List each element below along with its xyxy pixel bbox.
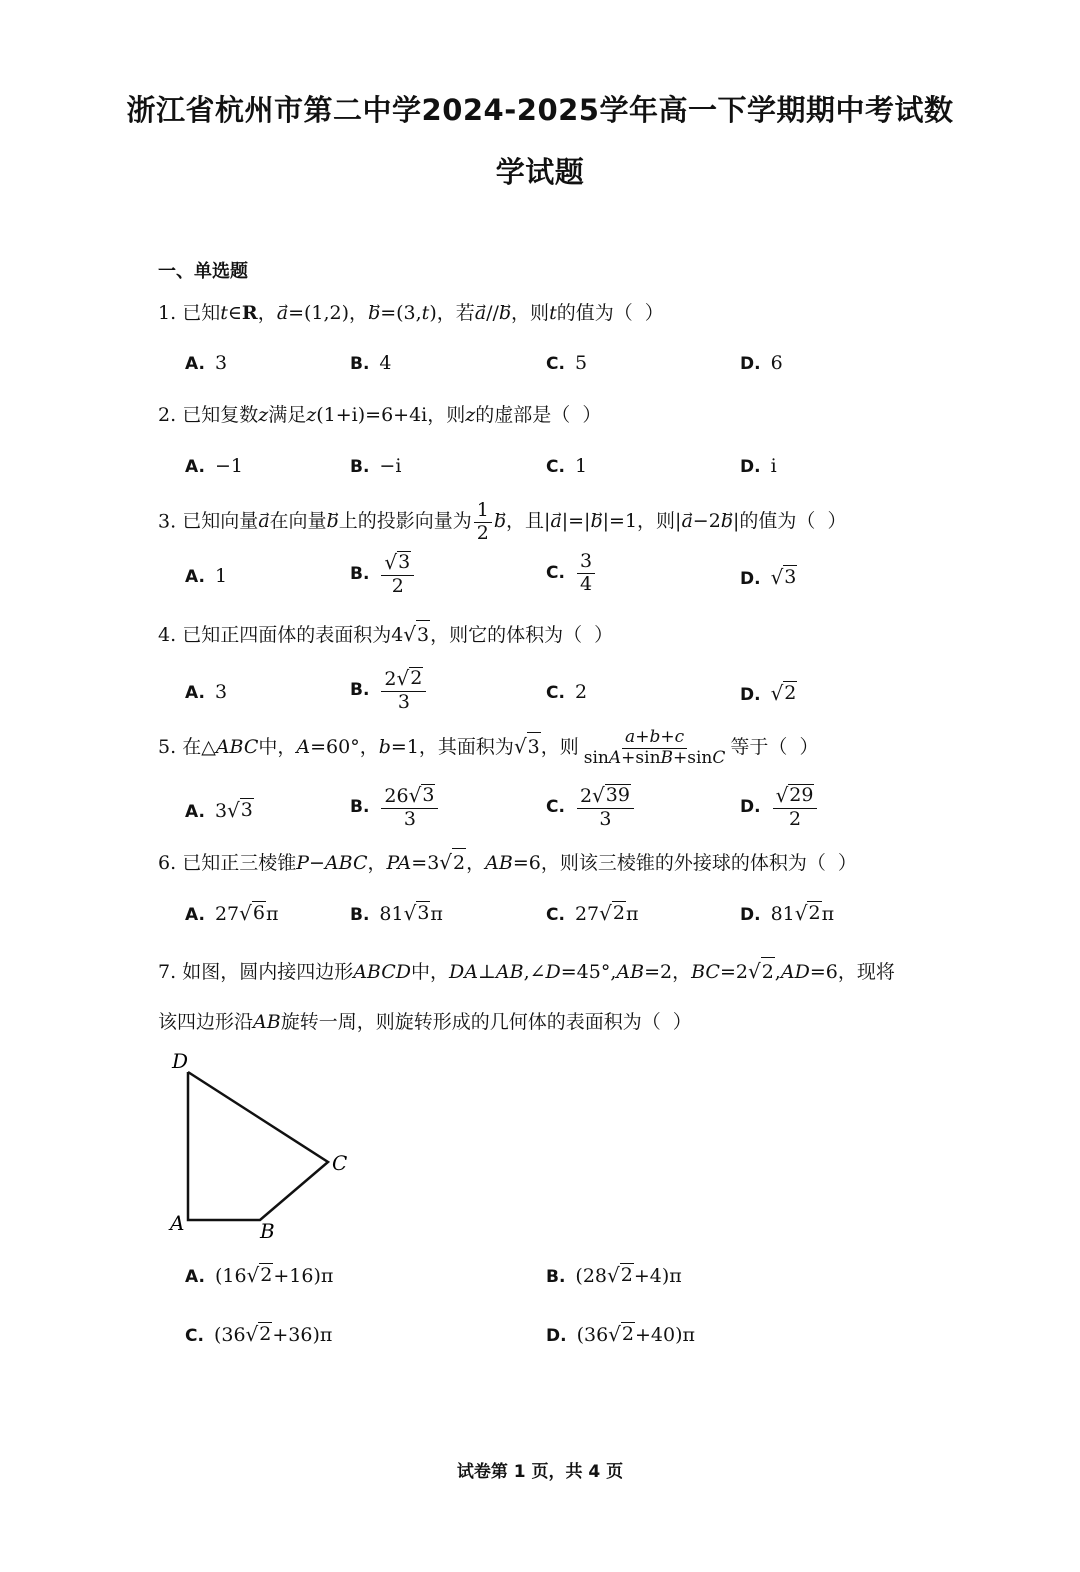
question-3 xyxy=(158,500,846,545)
q6-option-d: D. 81 √ 2 π xyxy=(740,901,835,925)
q5-option-c: C. 2 √ 39 3 xyxy=(546,784,636,831)
q7-option-a: A. (16 √ 2 +16)π xyxy=(185,1263,334,1287)
q6-option-b: B. 81 √ 3 π xyxy=(350,901,443,925)
vertex-label-d: D xyxy=(172,1049,189,1073)
q1-option-a: A. 3 xyxy=(185,352,228,374)
question-text: 该四边形沿AB旋转一周，则旋转形成的几何体的表面积为（ ） xyxy=(158,1011,692,1033)
question-7-line-1 xyxy=(158,957,895,986)
question-text: 已知复数z满足z(1+i)=6+4i，则z的虚部是（ ） xyxy=(182,404,602,426)
title-line-2: 学试题 xyxy=(495,155,585,189)
question-5 xyxy=(158,728,819,768)
question-number: 5. xyxy=(158,736,177,759)
question-text: 如图，圆内接四边形ABCD中，DA⊥AB,∠D=45°,AB=2，BC=2 √ 2 ,AD=6，现将 xyxy=(182,961,895,983)
question-number: 3. xyxy=(158,510,177,533)
q7-option-b: B. (28 √ 2 +4)π xyxy=(546,1263,682,1287)
q1-option-d: D. 6 xyxy=(740,352,783,374)
vertex-label-c: C xyxy=(332,1151,348,1175)
quadrilateral-figure xyxy=(160,1042,370,1247)
q3-option-b: B. √ 3 2 xyxy=(350,551,416,598)
q4-option-d: D. √ 2 xyxy=(740,681,797,705)
question-number: 7. xyxy=(158,961,177,983)
question-text: 在△ABC中，A=60°，b=1，其面积为 √ 3 ，则 $\frac{a+b+c}{\sin A+\sin B+\sin C}$ 等于（ ） xyxy=(182,727,819,768)
quadrilateral-outline xyxy=(188,1072,328,1220)
question-2 xyxy=(158,401,601,429)
q7-option-c: C. (36 √ 2 +36)π xyxy=(185,1322,333,1346)
question-text: 已知t∈R，a⃗=(1,2)，b⃗=(3,t)，若a⃗//b⃗，则t的值为（ ） xyxy=(182,302,664,324)
question-number: 6. xyxy=(158,852,177,874)
q7-option-d: D. (36 √ 2 +40)π xyxy=(546,1322,695,1346)
q4-option-b: B. 2 √ 2 3 xyxy=(350,667,428,714)
q1-option-b: B. 4 xyxy=(350,352,392,374)
page-footer: 试卷第 1 页，共 4 页 xyxy=(456,1462,624,1482)
q2-option-c: C. 1 xyxy=(546,455,588,477)
q2-option-d: D. i xyxy=(740,455,777,477)
q4-option-c: C. 2 xyxy=(546,681,588,703)
question-6 xyxy=(158,848,857,877)
question-number: 1. xyxy=(158,302,177,324)
question-number: 4. xyxy=(158,624,177,646)
question-number: 2. xyxy=(158,404,177,426)
q4-option-a: A. 3 xyxy=(185,681,228,703)
q3-option-c: C. $\frac{3}{4}$ xyxy=(546,551,597,596)
q6-option-a: A. 27 √ 6 π xyxy=(185,901,279,925)
question-text: 已知向量a⃗在向量b⃗上的投影向量为 $\frac{1}{2}$ b⃗，且|a⃗|=|b⃗|=1，则|a⃗−2b⃗|的值为（ ） xyxy=(182,499,847,544)
q2-option-a: A. −1 xyxy=(185,455,243,477)
title-line-1: 浙江省杭州市第二中学2024-2025学年高一下学期期中考试数 xyxy=(126,93,954,127)
q5-option-d: D. √ 29 2 xyxy=(740,784,819,831)
q5-option-a: A. 3 √ 3 xyxy=(185,798,253,822)
q2-option-b: B. −i xyxy=(350,455,402,477)
question-7-line-2 xyxy=(158,1008,692,1036)
question-text: 已知正四面体的表面积为4 √ 3 ，则它的体积为（ ） xyxy=(182,624,613,646)
q1-option-c: C. 5 xyxy=(546,352,588,374)
section-heading: 一、单选题 xyxy=(158,261,248,282)
question-1 xyxy=(158,299,664,327)
q6-option-c: C. 27 √ 2 π xyxy=(546,901,639,925)
vertex-label-b: B xyxy=(260,1219,275,1243)
question-4 xyxy=(158,620,613,649)
q3-option-d: D. √ 3 xyxy=(740,565,797,589)
q3-option-a: A. 1 xyxy=(185,565,228,587)
question-text: 已知正三棱锥P−ABC，PA=3 √ 2 ，AB=6，则该三棱锥的外接球的体积为（ ） xyxy=(182,852,857,874)
q5-option-b: B. 26 √ 3 3 xyxy=(350,784,440,831)
vertex-label-a: A xyxy=(170,1211,185,1235)
